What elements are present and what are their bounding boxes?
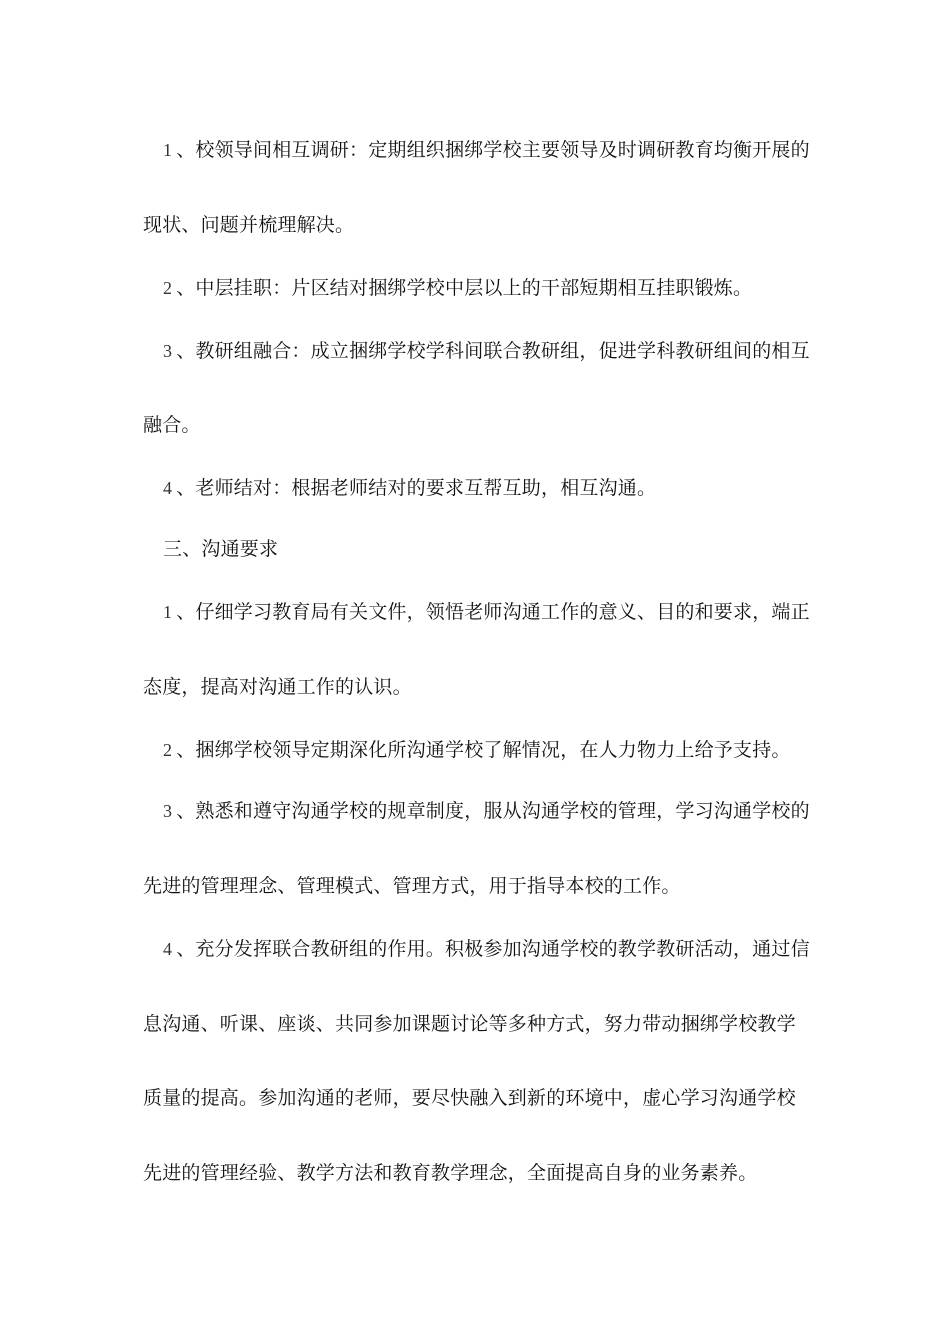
item-number: 2 xyxy=(163,278,173,298)
paragraph-6-line-1: 2 、捆绑学校领导定期深化所沟通学校了解情况，在人力物力上给予支持。 xyxy=(163,736,833,764)
paragraph-5-line-2: 态度，提高对沟通工作的认识。 xyxy=(143,676,412,698)
paragraph-1-line-2: 现状、问题并梳理解决。 xyxy=(143,214,355,236)
item-number: 4 xyxy=(163,478,173,498)
paragraph-3-line-2: 融合。 xyxy=(143,414,201,436)
paragraph-1-line-1: 1 、校领导间相互调研：定期组织捆绑学校主要领导及时调研教育均衡开展的 xyxy=(163,136,833,164)
paragraph-7-line-2: 先进的管理理念、管理模式、管理方式，用于指导本校的工作。 xyxy=(143,875,681,897)
paragraph-7-line-1: 3 、熟悉和遵守沟通学校的规章制度，服从沟通学校的管理，学习沟通学校的 xyxy=(163,797,833,825)
item-number: 3 xyxy=(163,801,173,821)
item-number: 2 xyxy=(163,740,173,760)
paragraph-8-line-3: 质量的提高。参加沟通的老师，要尽快融入到新的环境中，虚心学习沟通学校 xyxy=(143,1087,796,1109)
item-number: 3 xyxy=(163,341,173,361)
paragraph-8-line-2: 息沟通、听课、座谈、共同参加课题讨论等多种方式，努力带动捆绑学校教学 xyxy=(143,1013,796,1035)
paragraph-3-line-1: 3 、教研组融合：成立捆绑学校学科间联合教研组，促进学科教研组间的相互 xyxy=(163,337,833,365)
paragraph-8-line-4: 先进的管理经验、教学方法和教育教学理念，全面提高自身的业务素养。 xyxy=(143,1162,758,1184)
item-number: 1 xyxy=(163,602,173,622)
paragraph-5-line-1: 1 、仔细学习教育局有关文件，领悟老师沟通工作的意义、目的和要求，端正 xyxy=(163,598,833,626)
section-heading: 三、沟通要求 xyxy=(163,538,279,560)
paragraph-4-line-1: 4 、老师结对：根据老师结对的要求互帮互助，相互沟通。 xyxy=(163,474,833,502)
item-number: 4 xyxy=(163,939,173,959)
paragraph-2-line-1: 2 、中层挂职：片区结对捆绑学校中层以上的干部短期相互挂职锻炼。 xyxy=(163,274,833,302)
paragraph-8-line-1: 4 、充分发挥联合教研组的作用。积极参加沟通学校的教学教研活动，通过信 xyxy=(163,935,833,963)
item-number: 1 xyxy=(163,140,173,160)
